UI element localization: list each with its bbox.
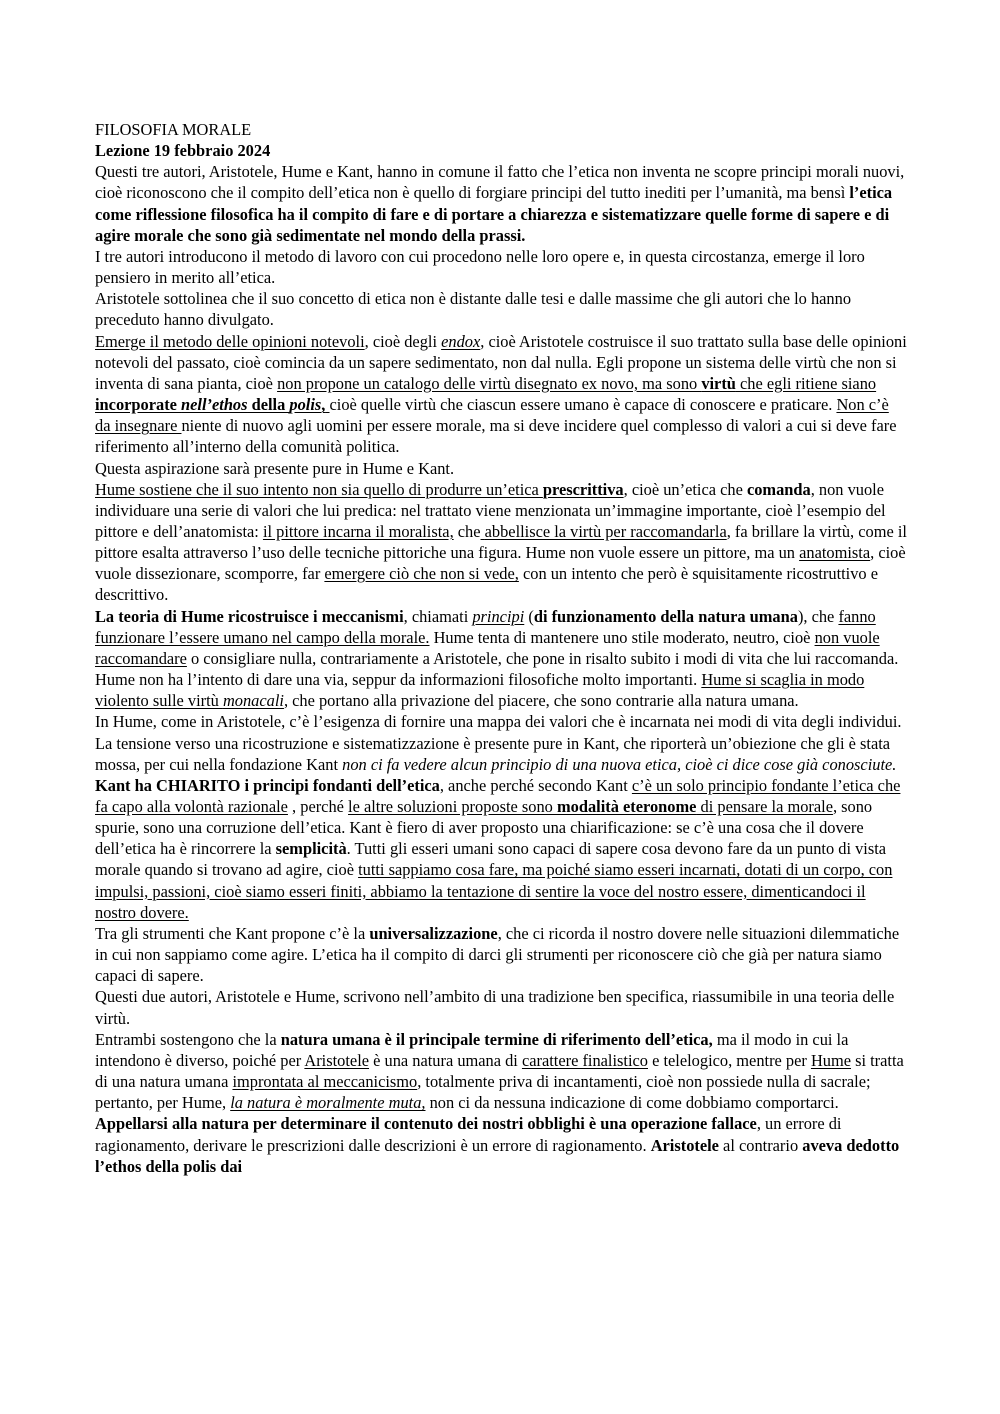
text-run: le altre soluzioni proposte sono [348,797,557,816]
text-run: carattere finalistico [521,1050,648,1070]
text-run: , che portano alla privazione del piacere, che sono contrarie alla natura umana. [283,691,799,711]
text-run: , non vuole individuare una serie di valori che lui predica: nel trattato viene menzionata un’immagine importante, cioè l’esempio del pittore e dell’anatomista: [95,479,886,541]
text-run: emergere ciò che non si vede, [324,564,519,584]
text-run: ma il modo in cui la intendono è diverso, poiché per [95,1029,849,1070]
text-run: , cioè Aristotele costruisce il suo trattato sulla base delle opinioni notevoli del passato, cioè comincia da un sapere sedimentato, non dal nulla. Egli propone un sistema delle virtù che non si inventa di sana pianta, cioè [95,331,907,393]
text-run: comanda [746,479,811,499]
text-run: Hume tenta di mantenere uno stile moderato, neutro, cioè [429,627,815,647]
header-title: FILOSOFIA MORALE [95,120,252,139]
paragraph [95,246,907,288]
text-run: , chiamati [403,606,473,626]
text-run: , totalmente priva di incantamenti, cioè non possiede nulla di sacrale; pertanto, per Hume, [95,1072,871,1113]
text-run: Non c’è da insegnare [95,395,889,436]
text-run: I tre autori introducono il metodo di lavoro con cui procedono nelle loro opere e, in questa circostanza, emerge il loro pensiero in merito all’etica. [95,246,865,288]
text-run: con un intento che però è squisitamente ricostruttivo e descrittivo. [95,564,879,605]
paragraph-list [95,161,907,1177]
text-run: non vuole raccomandare [95,627,880,668]
text-run: , un errore di ragionamento, derivare le prescrizioni dalle descrizioni è un errore di ragionamento. [95,1114,842,1155]
text-run: natura umana è il principale termine di riferimento dell’etica, [280,1029,713,1049]
lesson-title-text: Lezione 19 febbraio 2024 [95,141,271,161]
paragraph [95,288,907,330]
text-run: della [247,395,290,415]
paragraph [95,669,907,711]
text-run: principi [472,606,525,626]
text-run: Questi due autori, Aristotele e Hume, scrivono nell’ambito di una tradizione ben specifica, riassumibile in una teoria delle virtù. [95,987,895,1028]
text-run: Hume non ha l’intento di dare una via, seppur da informazioni filosofiche molto importanti. [95,670,702,690]
paragraph [95,479,907,606]
text-run: , perché [287,797,349,816]
paragraph [95,923,907,986]
text-run: cioè quelle virtù che ciascun essere umano è capace di conoscere e praticare. [329,395,837,415]
text-run: Questa aspirazione sarà presente pure in Hume e Kant. [95,458,455,478]
text-run: prescrittiva [542,479,624,499]
text-run: endox [441,331,481,351]
paragraph [95,606,907,669]
text-run: tutti sappiamo cosa fare, ma poiché siamo esseri incarnati, dotati di un corpo, con impulsi, passioni, cioè siamo esseri finiti, abbiamo la tentazione di sentire la voce del nostro essere, dimenticandoci il nostro dovere. [95,860,893,922]
text-run: niente di nuovo agli uomini per essere morale, ma si deve incidere quel complesso di valori a cui si deve fare riferimento all’interno della comunità politica. [95,416,897,457]
text-run: Entrambi sostengono che la [95,1029,281,1049]
text-run: ( [524,606,534,626]
text-run: , cioè degli [364,331,442,351]
text-run: , [321,395,326,415]
paragraph [95,986,907,1028]
paragraph [95,711,907,923]
text-run: modalità eteronome [556,797,697,816]
text-run: aveva dedotto l’ethos della polis dai [95,1135,900,1176]
paragraph [95,458,907,479]
text-run: anatomista [799,543,871,563]
text-run: Tra gli strumenti che Kant propone c’è la [95,923,370,943]
text-run: Appellarsi alla natura per determinare il contenuto dei nostri obblighi è una operazione fallace [95,1114,757,1134]
text-run: è una natura umana di [369,1050,522,1070]
text-run: e telelogico, mentre per [648,1050,811,1070]
text-run: che [453,521,481,541]
text-run: , cioè un’etica che [623,479,747,499]
text-run: improntata al meccanicismo [232,1072,418,1092]
text-run: semplicità [275,839,347,859]
text-run: monacali [222,691,284,711]
text-run: . Tutti gli esseri umani sono capaci di sapere cosa devono fare da un punto di vista morale quando si trovano ad agire, cioè [95,839,887,880]
text-run: In Hume, come in Aristotele, c’è l’esigenza di fornire una mappa dei valori che è incarnata nei modi di vita degli individui. La tensione verso una ricostruzione e sistematizzazione è presente pure in Kant, che riporterà un’obiezione che gli è stata mossa, per cui nella fondazione Kant [95,712,902,774]
text-run: Hume [810,1050,851,1070]
text-run: di funzionamento della natura umana [533,606,798,626]
text-run: , anche perché secondo Kant [439,775,632,795]
text-run: fanno funzionare l’essere umano nel campo della morale. [95,606,876,647]
text-run: nell’ethos [181,395,248,415]
text-run: di pensare la morale [696,797,833,816]
text-run: Kant ha CHIARITO i principi fondanti dell’etica [95,775,440,795]
document-body [95,119,907,1177]
text-run: abbellisce la virtù per raccomandarla [484,521,727,541]
text-run: Aristotele [304,1050,370,1070]
text-run: Hume si scaglia in modo violento sulle virtù [95,670,865,711]
text-run: ), che [797,606,839,626]
text-run: , sono spurie, sono una corruzione dell’etica. Kant è fiero di aver proposto una chiarificazione: se c’è una cosa che il dovere dell’etica ha è rincorrere la [95,797,873,859]
text-run: il pittore incarna il moralista, [262,521,454,541]
text-run: , cioè vuole dissezionare, scomporre, far [95,543,906,584]
text-run: virtù [701,373,736,393]
text-run: Aristotele sottolinea che il suo concetto di etica non è distante dalle tesi e dalle massime che gli autori che lo hanno preceduto hanno divulgato. [95,289,852,330]
text-run: incorporate [95,395,182,415]
text-run: si tratta di una natura umana [95,1050,904,1092]
text-run: Emerge il metodo delle opinioni notevoli [95,331,365,351]
text-run: non ci fa vedere alcun principio di una nuova etica, cioè ci dice cose già conosciute. [342,754,897,774]
text-run: Questi tre autori, Aristotele, Hume e Kant, hanno in comune il fatto che l’etica non inventa ne scopre principi morali nuovi, cioè riconoscono che il compito dell’etica non è quello di forgiare principi del tutto inediti per l’umanità, ma bensì [95,162,905,203]
text-run: La teoria di Hume ricostruisce i meccanismi [95,606,404,626]
text-run: che egli ritiene siano [735,373,877,393]
text-run: universalizzazione [369,923,498,943]
text-run: polis [289,395,322,415]
text-run: , che ci ricorda il nostro dovere nelle situazioni dilemmatiche in cui non sappiamo come agire. L’etica ha il compito di darci gli strumenti per riconoscere ciò che già per natura siamo capaci di sapere. [95,923,900,986]
text-run: , fa brillare la virtù, come il pittore esalta attraverso l’uso delle tecniche pittoriche una figura. Hume non vuole essere un pittore, ma un [95,521,907,563]
text-run: c’è un solo principio fondante l’etica che fa capo alla volontà razionale [95,775,901,816]
lesson-title [95,140,907,161]
text-run: non ci da nessuna indicazione di come dobbiamo comportarci. [425,1093,839,1113]
paragraph [95,1029,907,1177]
text-run: l’etica come riflessione filosofica ha il compito di fare e di portare a chiarezza e sistematizzare quelle forme di sapere e di agire morale che sono già sedimentate nel mondo della prassi. [95,183,893,245]
text-run: Aristotele [650,1135,719,1155]
text-run: o consigliare nulla, contrariamente a Aristotele, che pone in risalto subito i modi di vita che lui raccomanda. [186,648,899,668]
text-run: non propone un catalogo delle virtù disegnato ex novo, ma sono [277,373,702,393]
text-run: la natura è moralmente muta, [230,1093,426,1113]
text-run: Hume sostiene che il suo intento non sia quello di produrre un’etica [95,479,543,499]
text-run: al contrario [718,1135,803,1155]
paragraph [95,161,907,246]
paragraph [95,331,907,458]
